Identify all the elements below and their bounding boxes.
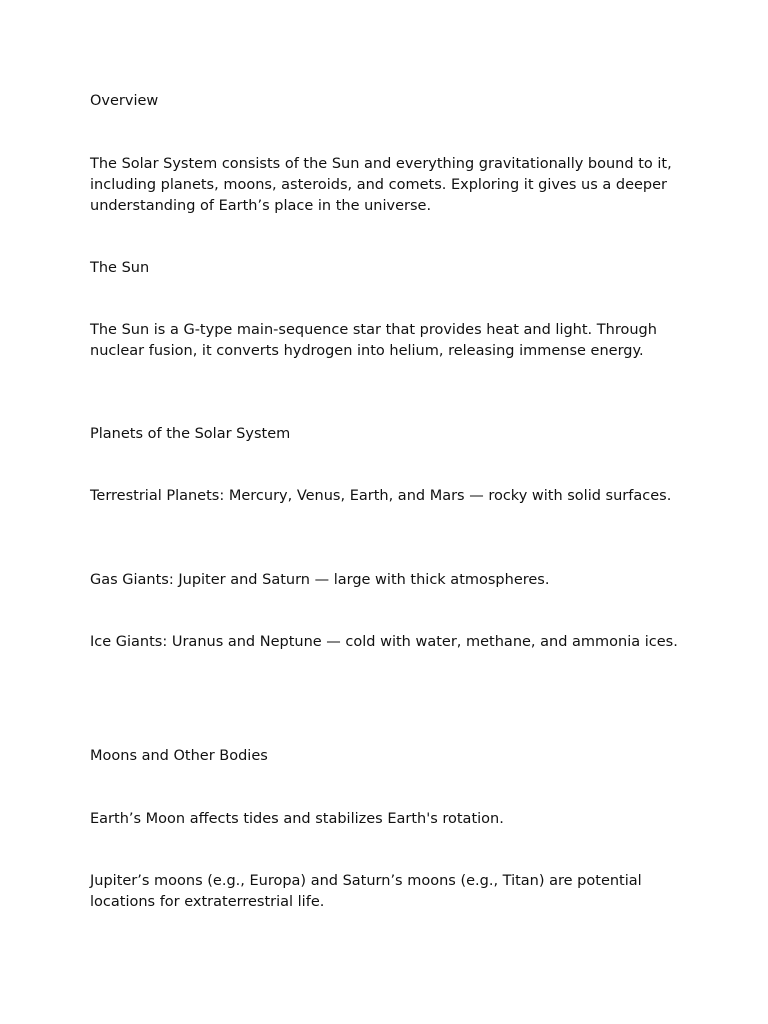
paragraph-ice-giants: Ice Giants: Uranus and Neptune — cold with water, methane, and ammonia ices. [90, 634, 678, 650]
section-heading-moons: Moons and Other Bodies [90, 748, 268, 764]
paragraph-terrestrial-planets: Terrestrial Planets: Mercury, Venus, Earth, and Mars — rocky with solid surfaces. [90, 488, 672, 504]
section-heading-overview: Overview [90, 93, 159, 109]
section-heading-sun: The Sun [90, 260, 150, 276]
paragraph-gas-giants: Gas Giants: Jupiter and Saturn — large with thick atmospheres. [90, 572, 550, 588]
paragraph-overview: The Solar System consists of the Sun and everything gravitationally bound to it, including planets, moons, asteroids, and comets. Exploring it gives us a deeper understanding of Earth’s place in the universe. [90, 156, 672, 214]
paragraph-earths-moon: Earth’s Moon affects tides and stabilizes Earth's rotation. [90, 811, 504, 827]
paragraph-jupiter-saturn-moons: Jupiter’s moons (e.g., Europa) and Saturn’s moons (e.g., Titan) are potential locations for extraterrestrial life. [90, 873, 642, 910]
paragraph-sun: The Sun is a G-type main-sequence star that provides heat and light. Through nuclear fusion, it converts hydrogen into helium, releasing immense energy. [90, 322, 657, 359]
section-heading-planets: Planets of the Solar System [90, 426, 291, 442]
